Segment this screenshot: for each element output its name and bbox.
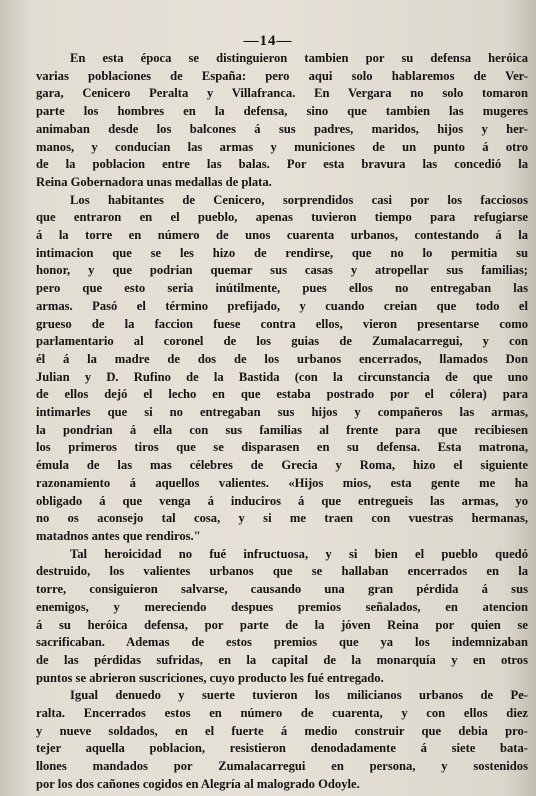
text-line: émula de las mas célebres de Grecia y Roma, hizo el siguiente [36,458,528,473]
text-line: Los habitantes de Cenicero, sorprendidos casi por los facciosos [70,192,528,207]
text-line: grueso de la faccion fuese contra ellos, vieron presentarse como [36,316,528,331]
text-line: parlamentario al coronel de los guias de Zumalacarregui, y con [36,334,528,349]
text-line: torre, consiguieron salvarse, causando una gran pérdida á sus [36,582,528,597]
text-line: de las pérdidas sufridas, en la capital de la monarquía y en otros [36,652,528,667]
text-line: llones mandados por Zumalacarregui en persona, y sostenidos [36,759,528,774]
text-line: Tal heroicidad no fué infructuosa, y si bien el pueblo quedó [70,546,528,561]
text-line: manos, y conducian las armas y municiones de un punto á otro [36,139,528,154]
text-line: á la torre en número de unos cuarenta urbanos, contestando á la [36,228,528,243]
text-line: obligado á que venga á induciros á que entregueis las armas, yo [36,493,528,508]
text-line: que entraron en el pueblo, apenas tuvieron tiempo para refugiarse [36,210,528,225]
text-line: intimacion que se les hizo de rendirse, que no lo permitia su [36,245,528,260]
text-line: matadnos antes que rendiros." [36,528,201,543]
text-line: puntos se abrieron suscriciones, cuyo producto les fué entregado. [36,670,384,685]
text-line: Julian y D. Rufino de la Bastida (con la circunstancia de que uno [36,369,528,384]
text-line: armas. Pasó el término prefijado, y cuando creian que todo el [36,298,528,313]
text-line: no os aconsejo tal cosa, y si me traen con vuestras hermanas, [36,511,528,526]
text-line: animaban desde los balcones á sus padres, maridos, hijos y her- [36,121,528,136]
text-line: de la poblacion entre las balas. Por esta bravura las concedió la [36,157,528,172]
text-line: razonamiento á aquellos valientes. «Hijos mios, esta gente me ha [36,475,528,490]
page-number: —14— [243,33,293,49]
text-line: ralta. Encerrados estos en número de cuarenta, y con ellos diez [36,706,528,721]
text-line: En esta época se distinguieron tambien por su defensa heróica [70,51,528,65]
text-line: Igual denuedo y suerte tuvieron los milicianos urbanos de Pe- [70,688,528,703]
text-line: destruido, los valientes urbanos que se hallaban encerrados en la [36,564,528,579]
text-line: tejer aquella poblacion, resistieron denodadamente á siete bata- [36,741,528,756]
text-line: parte los hombres en la defensa, sino que tambien las mugeres [36,104,528,119]
text-line: gara, Cenicero Peralta y Villafranca. En Vergara no solo tomaron [36,86,528,101]
text-line: honor, y que podrian quemar sus casas y atropellar sus familias; [36,263,528,278]
text-line: pero que esto seria inútilmente, pues ellos no entregaban las [36,281,528,296]
text-line: Reina Gobernadora unas medallas de plata. [36,174,272,189]
text-line: por los dos cañones cogidos en Alegría al malogrado Odoyle. [36,776,360,791]
text-line: sacrificaban. Ademas de estos premios que ya los indemnizaban [36,635,528,650]
text-line: intimarles que si no entregaban sus hijos y compañeros las armas, [36,405,528,420]
body-text [36,50,528,794]
text-line: á su heróica defensa, por parte de la jóven Reina por quien se [36,617,528,632]
text-line: enemigos, y mereciendo despues premios señalados, en atencion [36,599,528,614]
text-line: los primeros tiros que se disparasen en su defensa. Esta matrona, [36,440,528,455]
text-line: y nueve soldados, en el fuerte á medio construir que debia pro- [36,723,528,738]
text-line: él á la madre de dos de los urbanos encerrados, llamados Don [36,351,528,366]
text-line: de ellos dejó el lecho en que estaba postrado por el cólera) para [36,387,528,402]
text-line: varias poblaciones de España: pero aqui solo hablaremos de Ver- [36,68,528,83]
text-line: la pondrian á ella con sus familias al frente para que recibiesen [36,422,528,437]
